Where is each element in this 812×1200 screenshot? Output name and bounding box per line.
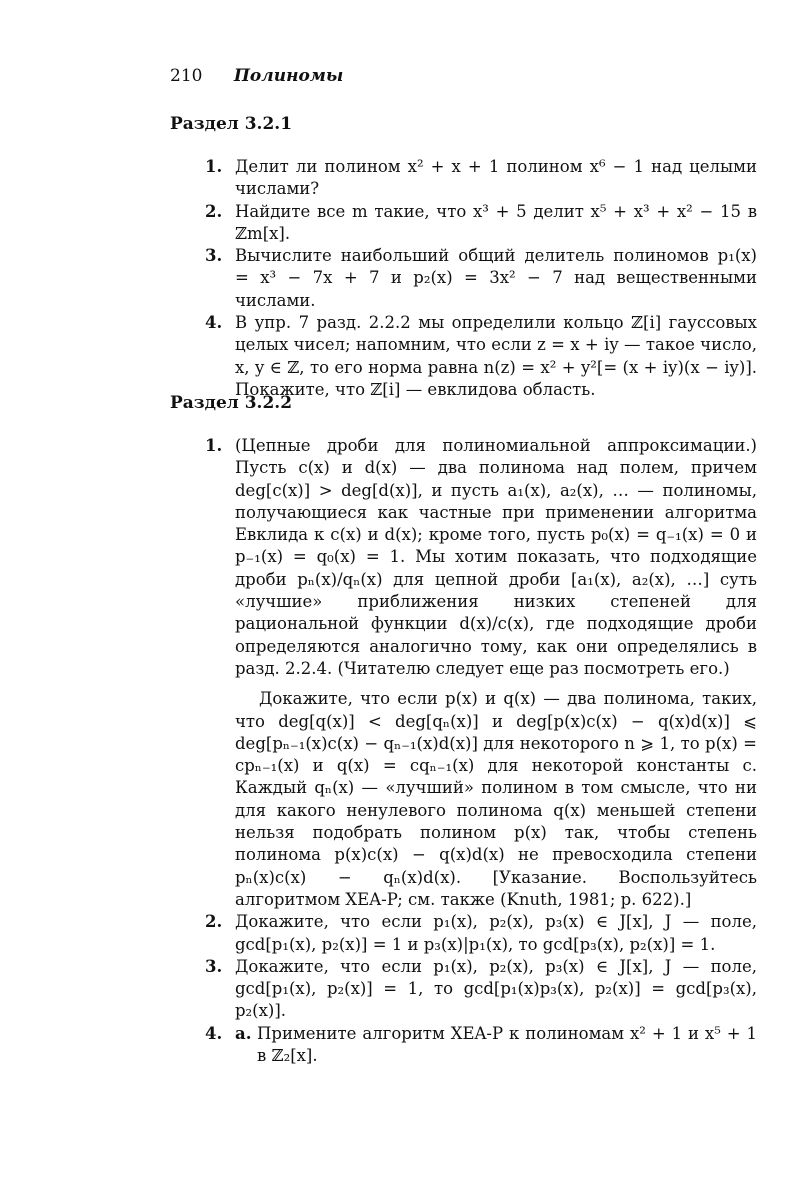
subitem-label: a. xyxy=(235,1023,252,1043)
exercise-text: Докажите, что если p₁(x), p₂(x), p₃(x) ∈ J[x], J — поле, gcd[p₁(x), p₂(x)] = 1 и p₃(x)|p₁(x), то gcd[p₃(x), p₂(x)] = 1. xyxy=(235,912,757,954)
exercise-text: В упр. 7 разд. 2.2.2 мы определили кольцо ℤ[i] гауссовых целых чисел; напомним, что если z = x + iy — такое число, x, y ∈ ℤ, то его норма равна n(z) = x² + y²[= (x + iy)(x − iy)]. Покажите, что ℤ[i] — евклидова область. xyxy=(235,313,757,399)
exercise-number: 1. xyxy=(205,157,223,176)
exercise-subitem xyxy=(235,1023,757,1068)
exercise-number: 3. xyxy=(205,956,223,976)
exercise-number: 2. xyxy=(205,912,223,932)
exercise-item xyxy=(205,1023,757,1068)
exercise-text: Найдите все m такие, что x³ + 5 делит x⁵ + x³ + x² − 15 в ℤm[x]. xyxy=(235,201,757,243)
exercise-number: 3. xyxy=(205,246,223,266)
page-number: 210 xyxy=(170,66,203,86)
exercise-item xyxy=(205,435,757,911)
exercise-text: (Цепные дроби для полиномиальной аппроксимации.) Пусть c(x) и d(x) — два полинома над полем, причем deg[c(x)] > deg[d(x)], и пусть a₁(x), a₂(x), … — полиномы, получающиеся как частные при применении алгоритма Евклида к c(x) и d(x); кроме того, пусть p₀(x) = q₋₁(x) = 0 и p₋₁(x) = q₀(x) = 1. Мы хотим показать, что подходящие дроби pₙ(x)/qₙ(x) для цепной дроби [a₁(x), a₂(x), …] суть «лучшие» приближения низких степеней для рациональной функции d(x)/c(x), где подходящие дроби определяются аналогично тому, как они определялись в разд. 2.2.4. (Читателю следует еще раз посмотреть его.) xyxy=(235,436,757,678)
section-heading: Раздел 3.2.1 xyxy=(170,114,293,134)
running-header xyxy=(170,66,343,86)
exercise-number: 2. xyxy=(205,201,223,221)
exercise-text: Докажите, что если p₁(x), p₂(x), p₃(x) ∈ J[x], J — поле, gcd[p₁(x), p₂(x)] = 1, то gcd[p₁(x)p₃(x), p₂(x)] = gcd[p₃(x), p₂(x)]. xyxy=(235,956,757,1021)
running-title: Полиномы xyxy=(233,66,344,86)
exercise-item xyxy=(205,245,757,312)
exercise-text: Примените алгоритм XEA-P к полиномам x² + 1 и x⁵ + 1 в ℤ₂[x]. xyxy=(257,1023,757,1066)
exercise-item xyxy=(205,312,757,401)
exercise-text-continued: Докажите, что если p(x) и q(x) — два полинома, таких, что deg[q(x)] < deg[qₙ(x)] и deg[p(x)c(x) − q(x)d(x)] ⩽ deg[pₙ₋₁(x)c(x) − qₙ₋₁(x)d(x)] для некоторого n ⩾ 1, то p(x) = cpₙ₋₁(x) и q(x) = cqₙ₋₁(x) для некоторой константы c. Каждый qₙ(x) — «лучший» полином в том смысле, что ни для какого ненулевого полинома q(x) меньшей степени нельзя подобрать полином p(x) так, чтобы степень полинома p(x)c(x) − q(x)d(x) не превосходила степени pₙ(x)c(x) − qₙ(x)d(x). [Указание. Воспользуйтесь алгоритмом XEA-P; см. также (Knuth, 1981; p. 622).] xyxy=(235,689,757,909)
exercise-text: Вычислите наибольший общий делитель полиномов p₁(x) = x³ − 7x + 7 и p₂(x) = 3x² − 7 над вещественными числами. xyxy=(235,246,757,310)
exercise-number: 1. xyxy=(205,436,223,455)
exercise-item xyxy=(205,156,757,201)
exercise-item xyxy=(205,956,757,1023)
exercise-item xyxy=(205,911,757,956)
exercise-number: 4. xyxy=(205,313,223,333)
exercise-list xyxy=(205,435,757,1067)
exercise-list xyxy=(205,156,757,401)
exercise-text: Делит ли полином x² + x + 1 полином x⁶ − 1 над целыми числами? xyxy=(235,157,757,199)
section-heading: Раздел 3.2.2 xyxy=(170,393,293,413)
exercise-number: 4. xyxy=(205,1023,223,1043)
exercise-item xyxy=(205,201,757,246)
